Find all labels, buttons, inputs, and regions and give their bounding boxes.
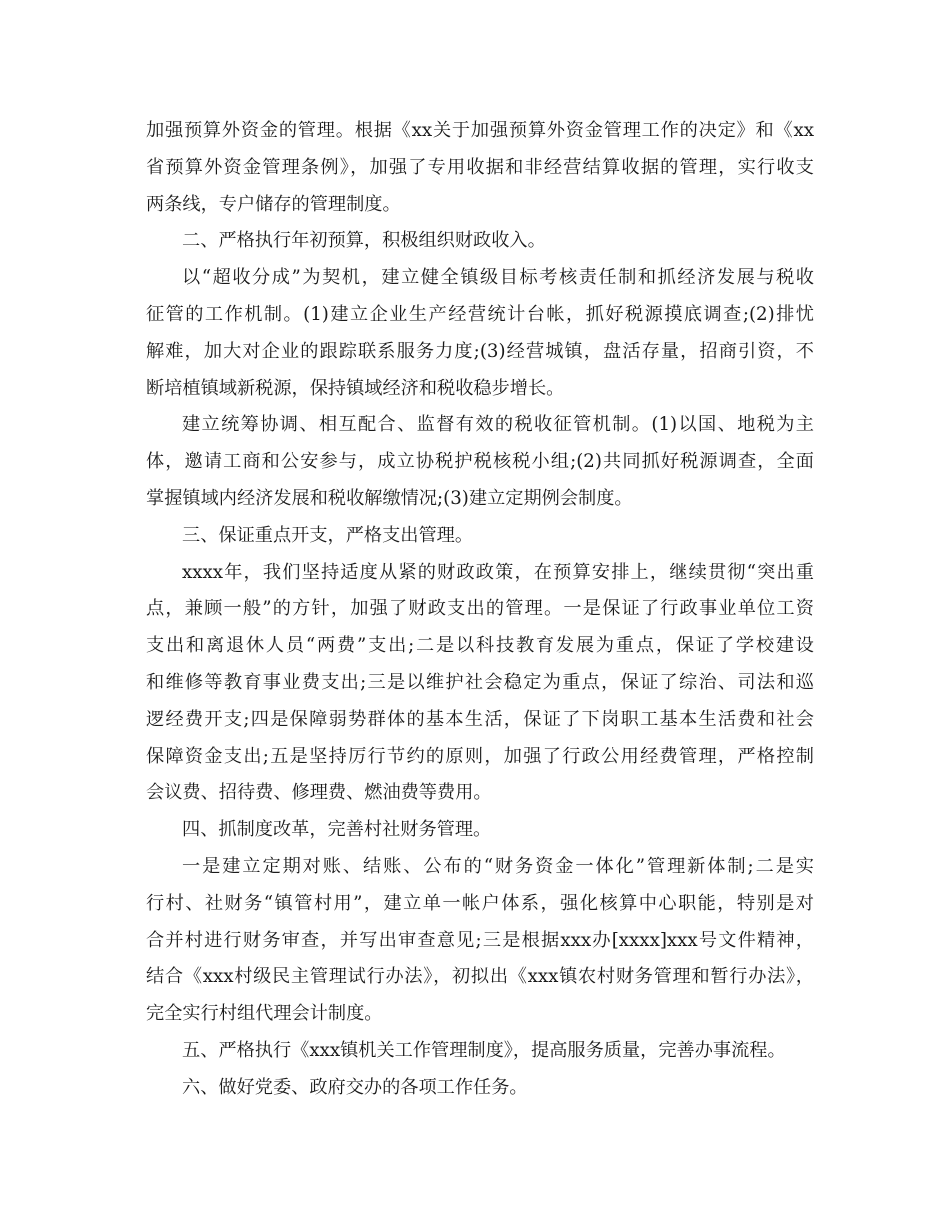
text-line: xxxx年，我们坚持适度从紧的财政政策，在预算安排上，继续贯彻“突出重: [182, 561, 814, 583]
text-line: 合并村进行财务审查，并写出审查意见;三是根据xxx办[xxxx]xxx号文件精神，: [146, 929, 814, 951]
section-heading-2: [146, 223, 814, 260]
paragraph-village-finance: [146, 849, 814, 1033]
text-line: 逻经费开支;四是保障弱势群体的基本生活，保证了下岗职工基本生活费和社会: [146, 708, 814, 730]
paragraph-expenditure: [146, 555, 814, 813]
section-heading-3: [146, 518, 814, 555]
heading-line: 六、做好党委、政府交办的各项工作任务。: [182, 1076, 528, 1098]
text-line: 建立统筹协调、相互配合、监督有效的税收征管机制。(1)以国、地税为主: [182, 414, 814, 436]
text-line: 断培植镇域新税源，保持镇域经济和税收稳步增长。: [146, 377, 565, 399]
text-line: 省预算外资金管理条例》，加强了专用收据和非经营结算收据的管理，实行收支: [146, 156, 814, 178]
text-line: 行村、社财务“镇管村用”，建立单一帐户体系，强化核算中心职能，特别是对: [146, 892, 814, 914]
paragraph-budget-external-funds: [146, 113, 814, 223]
paragraph-tax-collection: [146, 407, 814, 517]
text-line: 保障资金支出;五是坚持厉行节约的原则，加强了行政公用经费管理，严格控制: [146, 745, 814, 767]
text-line: 完全实行村组代理会计制度。: [146, 1003, 383, 1025]
section-heading-5: [146, 1033, 814, 1070]
heading-line: 二、严格执行年初预算，积极组织财政收入。: [182, 230, 546, 252]
heading-line: 三、保证重点开支，严格支出管理。: [182, 524, 474, 546]
text-line: 结合《xxx村级民主管理试行办法》，初拟出《xxx镇农村财务管理和暂行办法》，: [146, 966, 814, 988]
text-line: 掌握镇域内经济发展和税收解缴情况;(3)建立定期例会制度。: [146, 487, 633, 509]
text-line: 以“超收分成”为契机，建立健全镇级目标考核责任制和抓经济发展与税收: [182, 267, 814, 289]
text-line: 两条线，专户储存的管理制度。: [146, 193, 401, 215]
text-line: 体，邀请工商和公安参与，成立协税护税核税小组;(2)共同抓好税源调查，全面: [146, 451, 814, 473]
section-heading-4: [146, 812, 814, 849]
text-line: 征管的工作机制。(1)建立企业生产经营统计台帐，抓好税源摸底调查;(2)排忧: [146, 303, 814, 325]
text-line: 会议费、招待费、修理费、燃油费等费用。: [146, 782, 492, 804]
text-line: 一是建立定期对账、结账、公布的“财务资金一体化”管理新体制;二是实: [182, 855, 814, 877]
section-heading-6: [146, 1070, 814, 1107]
heading-line: 五、严格执行《xxx镇机关工作管理制度》，提高服务质量，完善办事流程。: [182, 1039, 786, 1061]
text-line: 加强预算外资金的管理。根据《xx关于加强预算外资金管理工作的决定》和《xx: [146, 120, 814, 141]
paragraph-revenue-mechanism: [146, 260, 814, 407]
text-line: 解难，加大对企业的跟踪联系服务力度;(3)经营城镇，盘活存量，招商引资，不: [146, 340, 814, 362]
heading-line: 四、抓制度改革，完善村社财务管理。: [182, 819, 492, 841]
document-body: [146, 113, 814, 1107]
text-line: 点，兼顾一般”的方针，加强了财政支出的管理。一是保证了行政事业单位工资: [146, 598, 814, 620]
text-line: 和维修等教育事业费支出;三是以维护社会稳定为重点，保证了综治、司法和巡: [146, 671, 814, 693]
text-line: 支出和离退休人员“两费”支出;二是以科技教育发展为重点，保证了学校建设: [146, 635, 814, 657]
